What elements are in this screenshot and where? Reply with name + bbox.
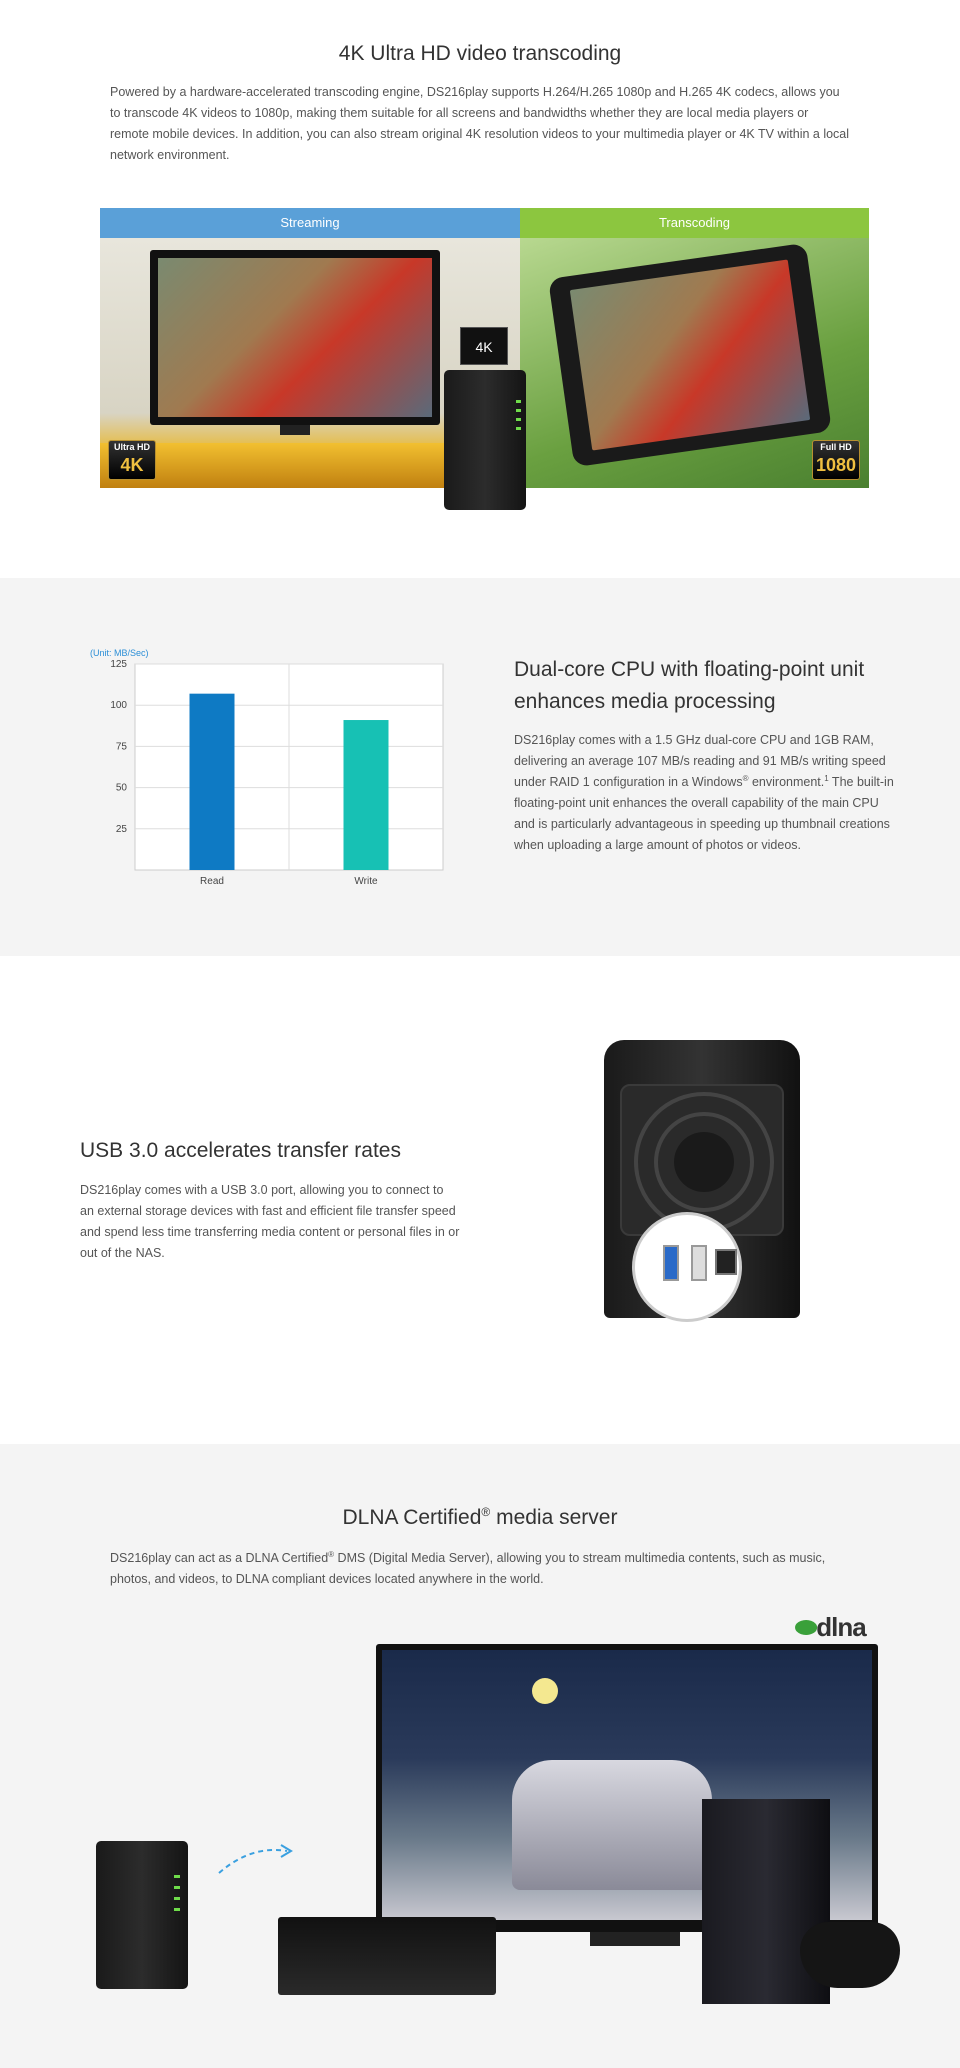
chart-unit-label: (Unit: MB/Sec) [90,648,149,658]
streaming-label: Streaming [100,208,520,238]
dlna-section [0,1444,960,2068]
nas-rear-image [604,1040,800,1318]
dlna-logo [795,1612,866,1644]
dlna-body-text-1: DS216play can act as a DLNA Certified [110,1551,329,1565]
chart-bar-write [344,720,389,870]
chart-ytick-label: 100 [110,700,127,712]
usb-title: USB 3.0 accelerates transfer rates [80,1139,401,1162]
cpu-body-text-1: DS216play comes with a 1.5 GHz dual-core CPU and 1GB RAM, delivering an average 107 MB/s reading and 91 MB/s writing speed under RAID 1 configuration in a Windows [514,733,886,789]
transcoding-section [0,0,960,578]
ultra-hd-4k-badge [108,440,156,480]
fhd-badge-big: 1080 [815,455,857,475]
cpu-body-text-3: The built-in floating-point unit enhances the overall capability of the main CPU and is particularly advantageous in speeding up thumbnail creations when uploading a large amount of photos or videos. [514,775,894,852]
chart-ytick-label: 50 [115,782,127,794]
dlna-mark-icon: ⬬ [795,1612,817,1642]
chart-xtick-label: Read [200,876,224,887]
dlna-title-text-2: media server [490,1506,618,1529]
cpu-title: Dual-core CPU with floating-point unit enhances media processing [514,658,865,713]
chart-ytick-label: 75 [115,741,127,753]
cpu-body-text-2: environment. [748,775,825,789]
chart-ytick-label: 25 [115,823,127,835]
registered-mark: ® [742,773,749,783]
nas-device-image [96,1841,188,1989]
nas-device-image [444,370,526,510]
cpu-section [0,578,960,956]
footnote-marker: 1 [824,773,829,783]
chart-ytick-label: 125 [110,659,127,670]
controller-image [800,1922,900,1988]
usb3-port-icon [663,1245,679,1281]
registered-mark: ® [481,1505,491,1519]
dlna-body-text-2: DMS (Digital Media Server), allowing you to stream multimedia contents, such as music, photos, and videos, to DLNA compliant devices located anywhere in the world. [110,1551,826,1586]
dlna-title [0,1506,960,1530]
media-console-image [278,1917,496,1995]
transcoding-body: Powered by a hardware-accelerated transcoding engine, DS216play supports H.264/H.265 1080p and H.265 4K codecs, allows you to transcode 4K videos to 1080p, making them suitable for all screens and bandwidths whether they are local media players or remote mobile devices. In addition, you can also stream original 4K resolution videos to your multimedia player or 4K TV within a local network environment. [110,85,850,162]
uhd-badge-top: Ultra HD [113,442,150,452]
ethernet-port-icon [715,1249,737,1275]
chart-xtick-label: Write [354,876,378,887]
moon-icon [532,1678,558,1704]
transcoding-title: 4K Ultra HD video transcoding [338,42,622,65]
performance-chart [90,648,450,888]
usb-body: DS216play comes with a USB 3.0 port, allowing you to connect to an external storage devices with fast and efficient file transfer speed and spend less time transferring media content or personal files in or out of the NAS. [80,1183,460,1260]
uhd-badge-big: 4K [120,455,144,475]
performance-chart-svg [90,648,450,888]
film-4k-icon: 4K [460,327,508,365]
tv-illustration [150,250,440,425]
full-hd-1080-badge [812,440,860,480]
usb-section [0,956,960,1444]
transcoding-label: Transcoding [520,208,869,238]
chart-bar-read [190,694,235,870]
usb-port-closeup [632,1212,742,1322]
cpu-body [514,730,894,856]
train-image [512,1760,712,1890]
fhd-badge-top: Full HD [820,442,852,452]
tablet-illustration [548,243,832,467]
dlna-logo-text: dlna [816,1612,866,1642]
usb2-port-icon [691,1245,707,1281]
streaming-arrow-icon [215,1839,295,1879]
dlna-title-text-1: DLNA Certified [342,1506,482,1529]
registered-mark: ® [328,1549,335,1559]
dlna-body [110,1548,850,1590]
